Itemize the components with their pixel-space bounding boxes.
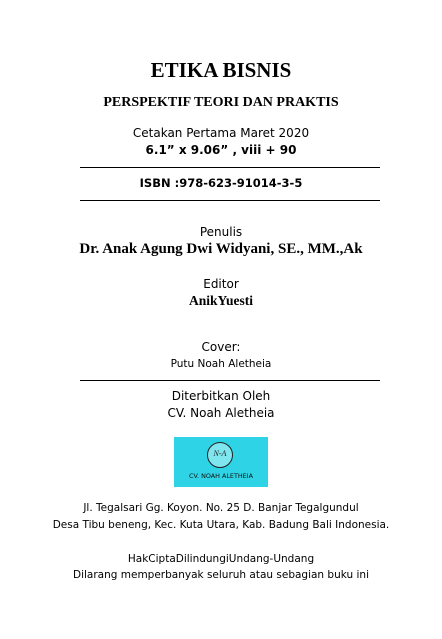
publisher-logo (174, 437, 268, 487)
divider-top (80, 167, 380, 168)
copyright-notice: HakCiptaDilindungiUndang-Undang (127, 553, 315, 565)
publisher-label: Diterbitkan Oleh (171, 389, 271, 403)
author-name: Dr. Anak Agung Dwi Widyani, SE., MM.,Ak (79, 241, 363, 257)
isbn-text: ISBN :978-623-91014-3-5 (139, 176, 303, 190)
logo-mark: N-A (213, 449, 227, 458)
divider-isbn (80, 200, 380, 201)
cover-label: Cover: (201, 340, 241, 354)
edition-text: Cetakan Pertama Maret 2020 (132, 126, 310, 140)
author-label: Penulis (199, 225, 243, 239)
address-line-1: Jl. Tegalsari Gg. Koyon. No. 25 D. Banjar Tegalgundul (83, 502, 359, 514)
divider-publisher (80, 380, 380, 381)
publisher-name: CV. Noah Aletheia (167, 406, 275, 420)
editor-name: AnikYuesti (188, 293, 254, 308)
book-title: ETIKA BISNIS (150, 58, 292, 82)
copyright-warning: Dilarang memperbanyak seluruh atau sebagian buku ini (73, 569, 369, 581)
editor-label: Editor (203, 277, 239, 291)
size-text: 6.1” x 9.06” , viii + 90 (145, 143, 297, 157)
book-subtitle: PERSPEKTIF TEORI DAN PRAKTIS (103, 95, 339, 110)
logo-text: CV. NOAH ALETHEIA (189, 472, 253, 480)
cover-name: Putu Noah Aletheia (170, 358, 272, 370)
logo-emblem-icon (207, 442, 233, 468)
address-line-2: Desa Tibu beneng, Kec. Kuta Utara, Kab. Badung Bali Indonesia. (52, 519, 390, 531)
